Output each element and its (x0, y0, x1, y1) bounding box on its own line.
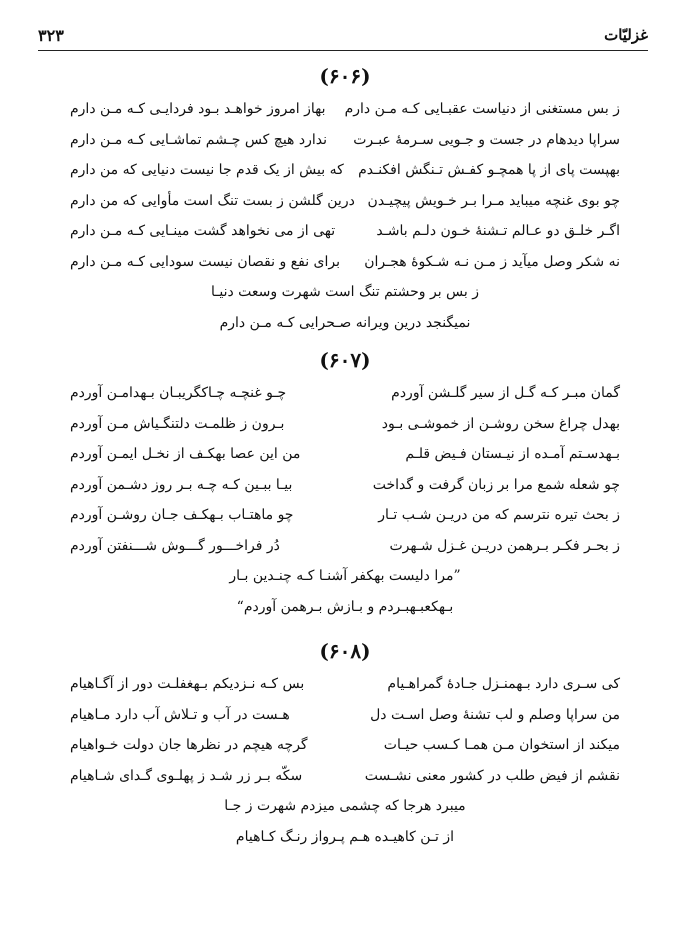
second-hemistich: من این عصا بهکـف از نخـل ایمـن آوردم (70, 446, 301, 462)
first-hemistich: میکند از استخوان مـن همـا کـسب حیـات (383, 737, 620, 753)
first-hemistich: سراپا دیدهام در جست و جـویی سـرمهٔ عبـرت (353, 131, 620, 148)
final-hemistich-1: ز بس بر وحشتم تنگ است شهرت وسعت دنیـا (211, 284, 479, 300)
first-hemistich: بهدل چراغ سخن روشـن از خموشـی بـود (381, 415, 620, 432)
running-title: غزلیّات (604, 26, 648, 44)
second-hemistich: درین گلشن ز بست تنگ است مأوایی که من دارم (70, 192, 355, 209)
second-hemistich: گرچه هیچم در نظرها جان دولت خـواهیام (70, 737, 308, 753)
poem-607 (70, 346, 620, 622)
second-hemistich: هـست در آب و تـلاش آب دارد مـاهیام (70, 706, 290, 723)
couplet (70, 247, 620, 278)
first-hemistich: ز بحـر فکـر بـرهمن دریـن غـزل شـهرت (389, 537, 620, 554)
second-hemistich: ندارد هیچ کس چـشم تماشـایی کـه مـن دارم (70, 131, 328, 148)
couplet (70, 155, 620, 186)
couplet (70, 761, 620, 792)
second-hemistich: چـو غنچـه چـاکگریبـان بـهدامـن آوردم (70, 385, 287, 401)
poem-606 (70, 62, 620, 338)
final-hemistich-1: میبرد هرجا که چشمی میزدم شهرت ز جـا (224, 798, 466, 814)
poem-title: (۶۰۷) (319, 348, 371, 372)
couplet (70, 500, 620, 531)
first-hemistich: بهپست پای از پا همچـو کفـش تـنگش افکنـدم (358, 162, 620, 178)
first-hemistich: چو شعله شمع مرا بر زبان گرفت و گداخت (372, 476, 620, 493)
first-hemistich: کی سـری دارد بـهمنـزل جـادهٔ گمراهـیام (387, 676, 620, 692)
couplet (70, 186, 620, 217)
first-hemistich: اگـر خلـق دو عـالم تـشنهٔ خـون دلـم باشـد (376, 223, 620, 239)
couplet (70, 125, 620, 156)
couplet (70, 700, 620, 731)
page-header (38, 14, 648, 48)
final-hemistich-2: بـهکعبـهبـردم و بـازش بـرهمن آوردم“ (236, 598, 454, 615)
poem-608 (70, 637, 620, 852)
final-hemistich-2: از تـن کاهیـده هـم پـرواز رنـگ کـاهیام (235, 828, 455, 845)
second-hemistich: بس کـه نـزدیکم بـهغفلـت دور از آگـاهیام (70, 676, 305, 692)
second-hemistich: برای نفع و نقصان نیست سودایی کـه مـن دارم (70, 253, 341, 270)
first-hemistich: ز بحث تیره نترسم که من دریـن شـب تـار (378, 507, 620, 523)
final-hemistich-1: ”مرا دلیست بهکفر آشنـا کـه چنـدین بـار (229, 568, 461, 584)
second-hemistich: که بیش از یک قدم جا نیست دنیایی که من دارم (70, 162, 344, 178)
first-hemistich: چو بوی غنچه میباید مـرا بـر خـویش پیچیـدن (367, 192, 620, 209)
couplet (70, 378, 620, 409)
first-hemistich: ز بس مستغنی از دنیاست عقبـایی کـه مـن دارم (344, 101, 620, 117)
first-hemistich: نه شکر وصل میآید ز مـن نـه شـکوهٔ هجـران (364, 253, 620, 270)
first-hemistich: نقشم از فیض طلب در کشور معنی نشـست (364, 767, 620, 784)
first-hemistich: گمان مبـر کـه گـل از سیر گلـشن آوردم (391, 385, 620, 401)
couplet (70, 470, 620, 501)
second-hemistich: دُر فراخـــور گـــوش شـــنفتن آوردم (70, 537, 280, 554)
poem-title: (۶۰۶) (319, 64, 371, 88)
final-hemistich-2: نمیگنجد درین ویرانه صـحرایی کـه مـن دارم (219, 314, 471, 331)
first-hemistich: من سراپا وصلم و لب تشنهٔ وصل اسـت دل (370, 706, 620, 723)
page-number: ۳۲۳ (38, 26, 64, 45)
couplet (70, 531, 620, 562)
second-hemistich: چو ماهتـاب بـهکـف جـان روشـن آوردم (70, 507, 294, 523)
couplet (70, 216, 620, 247)
header-rule (38, 50, 648, 51)
second-hemistich: سکّه بـر زر شـد ز پهلـوی گـدای شـاهیام (70, 767, 303, 784)
couplet (70, 94, 620, 125)
couplet (70, 730, 620, 761)
poem-title: (۶۰۸) (319, 639, 371, 663)
couplet (70, 669, 620, 700)
second-hemistich: بیـا ببـین کـه چـه بـر روز دشـمن آوردم (70, 476, 293, 493)
second-hemistich: بهاز امروز خواهـد بـود فردایـی کـه مـن دارم (70, 101, 326, 117)
second-hemistich: تهی از می نخواهد گشت مینـایی کـه مـن دارم (70, 223, 336, 239)
couplet (70, 409, 620, 440)
first-hemistich: بـهدسـتم آمـده از نیـستان فـیض قلـم (405, 446, 620, 462)
couplet (70, 439, 620, 470)
second-hemistich: بـرون ز ظلمـت دلتنگـیاش مـن آوردم (70, 415, 285, 432)
